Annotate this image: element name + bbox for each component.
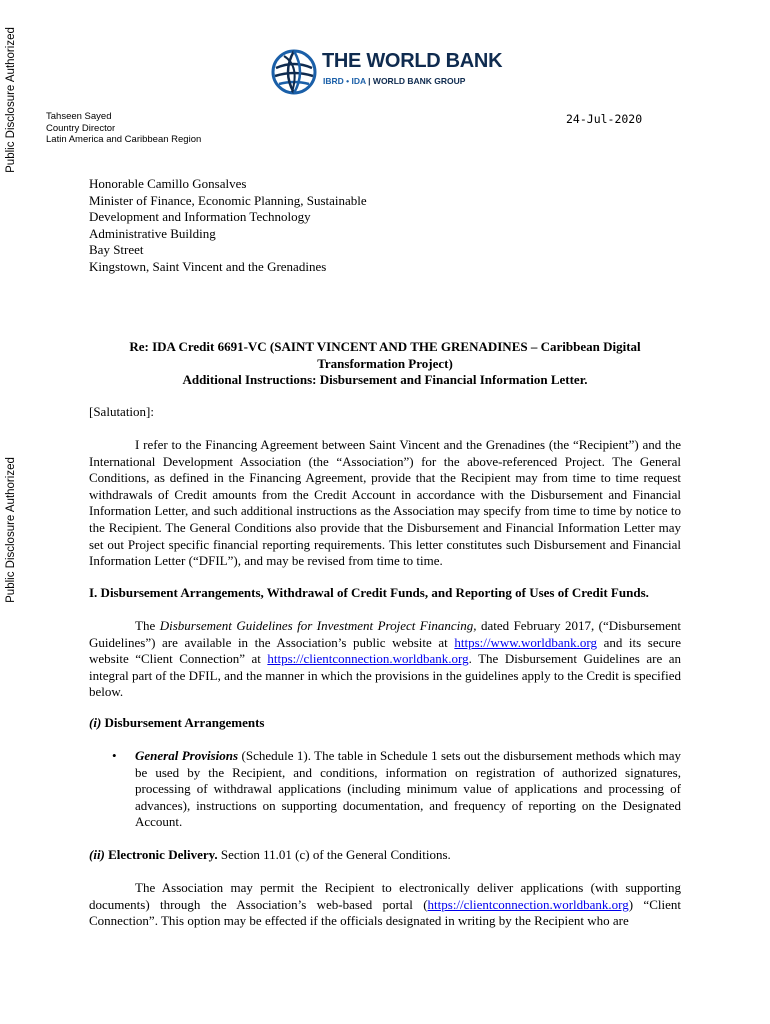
- logo-subtitle: IBRD • IDA | WORLD BANK GROUP: [323, 76, 466, 86]
- subsection-i-heading: (i) Disbursement Arrangements: [89, 715, 265, 730]
- intro-paragraph: I refer to the Financing Agreement between Saint Vincent and the Grenadines (the “Recipient”) and the International Development Association (the “Association”) for the above-referenced Project. The General Conditions, as defined in the Financing Agreement, provide that the Recipient may from time to time request withdrawals of Credit amounts from the Credit Account in accordance with the Disbursement and Financial Information Letter, and such additional instructions as the Association may specify from time to time by notice to the Recipient. The General Conditions also provide that the Disbursement and Financial Information Letter may set out Project specific financial reporting requirements. This letter constitutes such Disbursement and Financial Information Letter (“DFIL”), and may be revised from time to time.: [89, 437, 681, 569]
- addressee-block: [89, 176, 681, 276]
- section-1-heading: I. Disbursement Arrangements, Withdrawal of Credit Funds, and Reporting of Uses of Credit Funds.: [89, 585, 649, 600]
- sender-title: Country Director: [46, 122, 116, 134]
- subsection-ii-heading: (ii) Electronic Delivery. Section 11.01 (c) of the General Conditions.: [89, 847, 451, 862]
- bullet-icon: •: [112, 748, 117, 763]
- world-bank-logo: [270, 44, 510, 100]
- addressee-line: Development and Information Technology: [89, 209, 311, 225]
- addressee-line: Minister of Finance, Economic Planning, Sustainable: [89, 192, 367, 208]
- addressee-line: Administrative Building: [89, 225, 216, 241]
- electronic-delivery-paragraph: The Association may permit the Recipient to electronically deliver applications (with supporting documents) through the Association’s web-based portal (https://clientconnection.worldbank.org) “Client Connection”. This option may be effected if the officials designated in writing by the Recipient who are: [89, 880, 681, 929]
- subject-heading: Re: IDA Credit 6691-VC (SAINT VINCENT AND THE GRENADINES – Caribbean Digital Transformation Project) Additional Instructions: Disbursement and Financial Information Letter.: [129, 339, 641, 388]
- guidelines-paragraph: The Disbursement Guidelines for Investment Project Financing, dated February 2017, (“Disbursement Guidelines”) are available in the Association’s public website at https://www.worldbank.org and its secure website “Client Connection” at https://clientconnection.worldbank.org. The Disbursement Guidelines are an integral part of the DFIL, and the manner in which the provisions in the guidelines apply to the Credit is specified below.: [89, 618, 682, 700]
- sender-block: [46, 111, 201, 146]
- logo-name: THE WORLD BANK: [322, 50, 503, 72]
- addressee-line: Bay Street: [89, 242, 144, 258]
- public-disclosure-stamp-bottom: [0, 380, 22, 680]
- globe-icon: [270, 48, 318, 96]
- salutation: [Salutation]:: [89, 404, 154, 419]
- addressee-line: Kingstown, Saint Vincent and the Grenadines: [89, 258, 327, 274]
- general-provisions-item: General Provisions (Schedule 1). The table in Schedule 1 sets out the disbursement methods which may be used by the Recipient, and conditions, information on registration of authorized signatures, processing of withdrawal applications (including minimum value of applications and processing of advances), instructions on supporting documentation, and frequency of reporting on the Designated Account.: [135, 748, 681, 830]
- letter-date: 24-Jul-2020: [566, 112, 643, 126]
- addressee-line: Honorable Camillo Gonsalves: [89, 176, 247, 191]
- disclosure-text-bottom: Public Disclosure Authorized: [5, 457, 17, 603]
- sender-name: Tahseen Sayed: [46, 111, 112, 122]
- worldbank-link[interactable]: https://www.worldbank.org: [454, 634, 597, 650]
- public-disclosure-stamp-top: [0, 0, 22, 200]
- client-connection-link[interactable]: https://clientconnection.worldbank.org: [267, 651, 469, 667]
- client-connection-link-2[interactable]: https://clientconnection.worldbank.org: [427, 896, 629, 912]
- disclosure-text-top: Public Disclosure Authorized: [5, 27, 17, 173]
- sender-region: Latin America and Caribbean Region: [46, 134, 202, 145]
